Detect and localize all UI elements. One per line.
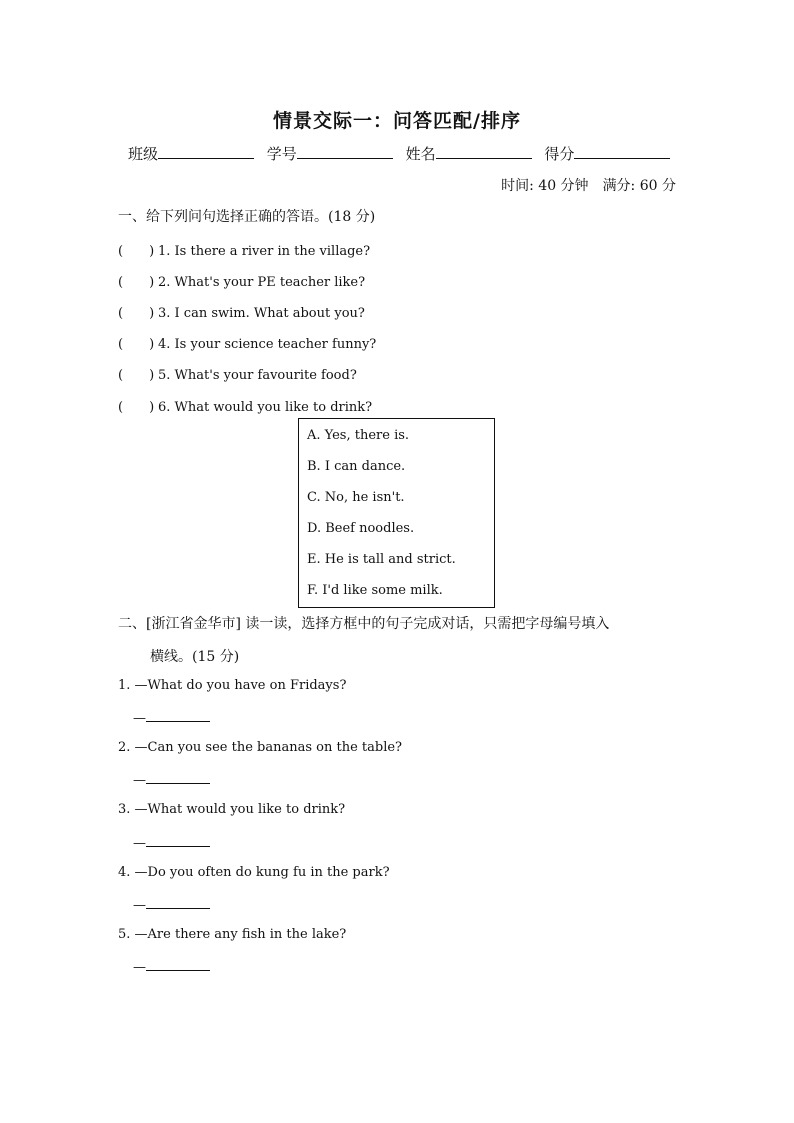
question-row: [118, 302, 365, 321]
class-label: 班级: [128, 145, 159, 163]
answer-paren[interactable]: ( ): [118, 337, 155, 352]
class-blank[interactable]: [158, 144, 254, 159]
question-row: [118, 396, 372, 415]
dialog-question: 4. —Do you often do kung fu in the park?: [118, 865, 390, 880]
name-label: 姓名: [405, 145, 436, 163]
dialog-question: 3. —What would you like to drink?: [118, 802, 346, 817]
question-row: [118, 333, 376, 352]
id-label: 学号: [266, 145, 297, 163]
answer-blank[interactable]: [146, 771, 210, 784]
option-d: D. Beef noodles.: [307, 521, 415, 536]
dialog-question: 5. —Are there any fish in the lake?: [118, 927, 347, 942]
dialog-answer: —: [133, 958, 210, 975]
dialog-question: 2. —Can you see the bananas on the table?: [118, 740, 403, 755]
dialog-answer: —: [133, 771, 210, 788]
dialog-answer: —: [133, 896, 210, 913]
dialog-answer: —: [133, 834, 210, 851]
option-e: E. He is tall and strict.: [307, 552, 456, 567]
option-b: B. I can dance.: [307, 459, 406, 474]
question-text: 5. What's your favourite food?: [158, 368, 357, 383]
question-row: [118, 364, 357, 383]
option-c: C. No, he isn't.: [307, 490, 405, 505]
option-f: F. I'd like some milk.: [307, 583, 443, 598]
question-text: 6. What would you like to drink?: [158, 400, 373, 415]
score-label: 得分: [544, 145, 575, 163]
section2-heading: 二、[浙江省金华市] 读一读，选择方框中的句子完成对话，只需把字母编号填入: [118, 616, 610, 632]
score-blank[interactable]: [574, 144, 670, 159]
question-text: 4. Is your science teacher funny?: [158, 337, 377, 352]
answer-blank[interactable]: [146, 834, 210, 847]
option-a: A. Yes, there is.: [307, 428, 410, 443]
section2-heading-cont: 横线。(15 分): [150, 649, 240, 665]
student-info-row: [128, 143, 678, 164]
name-blank[interactable]: [436, 144, 532, 159]
full-score: 满分: 60 分: [602, 178, 676, 194]
page-title: 情景交际一：问答匹配/排序: [273, 110, 521, 132]
answer-blank[interactable]: [146, 709, 210, 722]
answer-blank[interactable]: [146, 896, 210, 909]
dialog-question: 1. —What do you have on Fridays?: [118, 678, 347, 693]
answer-blank[interactable]: [146, 958, 210, 971]
question-text: 1. Is there a river in the village?: [158, 244, 371, 259]
dialog-answer: —: [133, 709, 210, 726]
answer-paren[interactable]: ( ): [118, 275, 155, 290]
time-limit: 时间: 40 分钟: [501, 178, 589, 194]
question-text: 2. What's your PE teacher like?: [158, 275, 366, 290]
question-row: [118, 271, 365, 290]
answer-paren[interactable]: ( ): [118, 368, 155, 383]
question-text: 3. I can swim. What about you?: [158, 306, 365, 321]
section1-heading: 一、给下列问句选择正确的答语。(18 分): [118, 209, 376, 225]
id-blank[interactable]: [297, 144, 393, 159]
answer-paren[interactable]: ( ): [118, 244, 155, 259]
answer-paren[interactable]: ( ): [118, 400, 155, 415]
question-row: [118, 240, 370, 259]
answer-paren[interactable]: ( ): [118, 306, 155, 321]
time-info: [487, 175, 676, 195]
options-box: [298, 418, 495, 608]
